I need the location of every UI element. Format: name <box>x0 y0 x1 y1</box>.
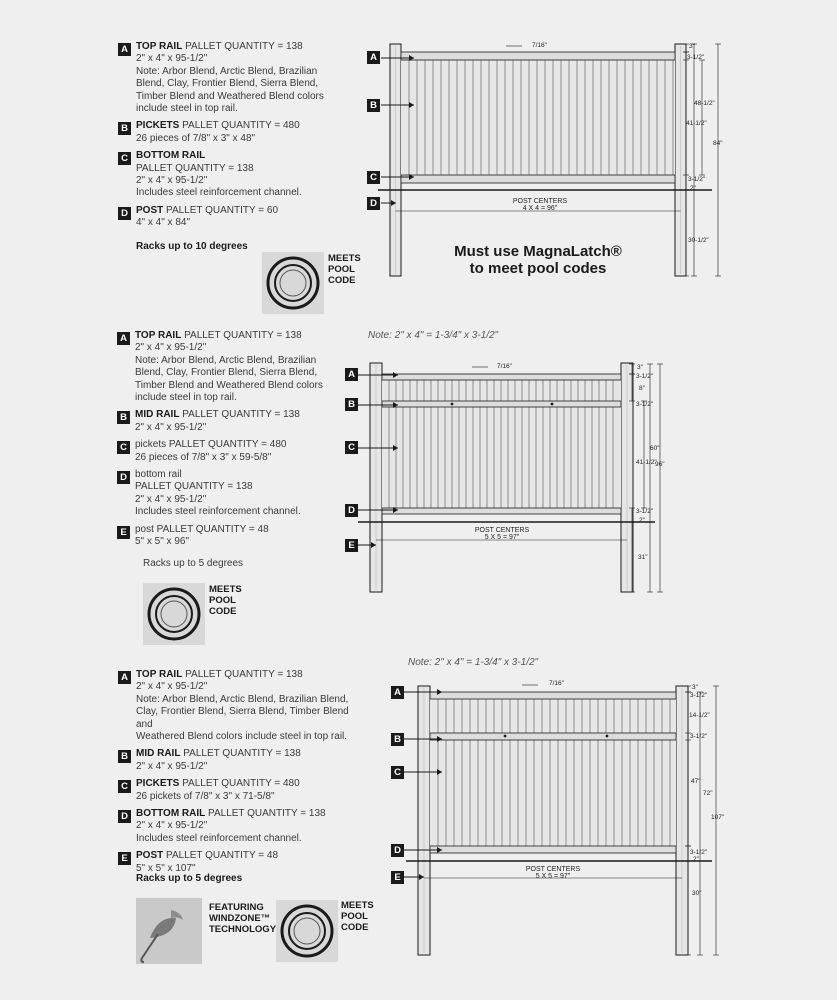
windzone-text: FEATURING WINDZONE™ TECHNOLOGY <box>209 902 277 935</box>
spec-letter-badge: A <box>118 43 131 56</box>
callout-d-2: D <box>345 504 358 517</box>
spec-item-line: Blend, Clay, Frontier Blend, Sierra Blend, <box>136 78 319 90</box>
callout-b-2: B <box>345 398 358 411</box>
spec-letter-badge: C <box>118 152 131 165</box>
spec-letter-badge: A <box>117 332 130 345</box>
dim-top-1: 3" <box>689 43 695 50</box>
spec-letter-badge: D <box>118 207 131 220</box>
dim-below-3: 30" <box>692 890 702 897</box>
spec-item-line: Timber Blend and Weathered Blend colors <box>135 379 323 391</box>
spec-item-line: 2" x 4" x 95-1/2" <box>136 760 208 772</box>
pool-code-text-1: MEETS POOL CODE <box>328 253 361 286</box>
rail-screw <box>551 403 554 406</box>
dim-top-3: 3" <box>692 684 698 691</box>
dim-h47-3: 47" <box>691 778 701 785</box>
spec-item-quantity: PALLET QUANTITY = 138 <box>205 808 326 820</box>
dim-rail-bot-3: 3-1/2" <box>690 849 708 856</box>
lumber-note-2: Note: 2" x 4" = 1-3/4" x 3-1/2" <box>368 330 499 341</box>
magnalatch-notice: Must use MagnaLatch® to meet pool codes <box>454 243 622 277</box>
dim-ground-2: 2" <box>639 517 645 524</box>
spec-item-line: 2" x 4" x 95-1/2" <box>136 681 208 693</box>
spec-letter-badge: E <box>117 526 130 539</box>
spec-letter-badge: A <box>118 671 131 684</box>
dim-mid-3: 14-1/2" <box>689 712 710 719</box>
spec-item-quantity: post PALLET QUANTITY = 48 <box>135 523 269 535</box>
spec-item-line: 2" x 4" x 95-1/2" <box>136 175 208 187</box>
spec-item-line: 5" x 5" x 96" <box>135 536 190 548</box>
spec-item-line: Includes steel reinforcement channel. <box>136 187 302 199</box>
dim-below-1: 30-1/2" <box>688 237 709 244</box>
spec-item-line: Weathered Blend colors include steel in top rail. <box>136 731 348 743</box>
pool-code-text-2: MEETS POOL CODE <box>209 584 242 617</box>
spec-item-quantity: PALLET QUANTITY = 138 <box>182 41 303 52</box>
spec-item-line: include steel in top rail. <box>136 103 238 115</box>
spec-item-line: Includes steel reinforcement channel. <box>135 506 301 518</box>
dim-rail-top-3: 3-1/2" <box>690 692 708 699</box>
callout-e-3: E <box>391 871 404 884</box>
pool-code-text-3: MEETS POOL CODE <box>341 900 374 933</box>
fence-rail <box>430 846 676 853</box>
spec-item-title: POST <box>136 850 164 862</box>
dim-total-2: 96" <box>655 461 665 468</box>
dim-total-1: 84" <box>713 140 723 147</box>
fence-rail <box>401 52 675 60</box>
spec-item-title: TOP RAIL <box>136 669 183 680</box>
callout-c-1: C <box>367 171 380 184</box>
spec-item-line: 26 pieces of 7/8" x 3" x 59-5/8" <box>135 451 272 463</box>
fence-rail <box>382 374 621 380</box>
callout-a-3: A <box>391 686 404 699</box>
callout-d-3: D <box>391 844 404 857</box>
spec-item-title: MID RAIL <box>136 748 181 760</box>
fence-rail <box>382 508 621 514</box>
spec-item-line: Blend, Clay, Frontier Blend, Sierra Blend, <box>135 367 318 379</box>
post-centers-1: POST CENTERS 4 X 4 = 96" <box>512 198 568 212</box>
spec-item-title: PICKETS <box>136 778 180 790</box>
dim-below-2: 31" <box>638 554 648 561</box>
lumber-note-3: Note: 2" x 4" = 1-3/4" x 3-1/2" <box>408 657 539 668</box>
callout-c-2: C <box>345 441 358 454</box>
dim-top-2: 3" <box>637 364 643 371</box>
spec-item-quantity: PALLET QUANTITY = 138 <box>179 409 300 421</box>
spec-item-line: 2" x 4" x 95-1/2" <box>135 342 207 354</box>
spec-item-line: Note: Arbor Blend, Arctic Blend, Brazilian <box>136 65 318 77</box>
fence-rail <box>382 401 621 407</box>
spec-item-quantity: PALLET QUANTITY = 138 <box>182 669 303 680</box>
callout-e-2: E <box>345 539 358 552</box>
callout-d-1: D <box>367 197 380 210</box>
post-centers-3: POST CENTERS 5 X 5 = 97" <box>525 866 581 880</box>
spec-item-line: Clay, Frontier Blend, Sierra Blend, Timber Blend and <box>136 706 349 730</box>
spec-item-title: TOP RAIL <box>135 330 182 341</box>
dim-h72-3: 72" <box>703 790 713 797</box>
callout-a-1: A <box>367 51 380 64</box>
dim-total-3: 107" <box>711 814 725 821</box>
dim-rail-mid-2: 3-1/2" <box>636 401 654 408</box>
spec-letter-badge: C <box>117 441 130 454</box>
spec-letter-badge: D <box>117 471 130 484</box>
post-centers-2: POST CENTERS 5 X 5 = 97" <box>474 527 530 541</box>
spec-item-title: TOP RAIL <box>136 41 183 52</box>
spec-item-title: BOTTOM RAIL <box>136 150 206 162</box>
dim-picket-gap-3: 7/16" <box>549 680 564 687</box>
spec-item-quantity: PALLET QUANTITY = 48 <box>163 850 279 862</box>
dim-h2-1: 41-1/2" <box>686 120 707 127</box>
fence-rail <box>430 733 676 740</box>
spec-item-line: 2" x 4" x 95-1/2" <box>135 421 207 433</box>
callout-a-2: A <box>345 368 358 381</box>
racks-note-3: Racks up to 5 degrees <box>136 873 243 884</box>
rail-screw <box>606 735 609 738</box>
dim-ground-3: 2" <box>693 856 699 863</box>
dim-h41-2: 41-1/2" <box>636 459 657 466</box>
spec-item-quantity: PALLET QUANTITY = 480 <box>179 778 300 790</box>
spec-item-quantity: pickets PALLET QUANTITY = 480 <box>135 439 287 451</box>
spec-item-quantity: PALLET QUANTITY = 60 <box>163 204 279 216</box>
spec-item-quantity: PALLET QUANTITY = 138 <box>181 330 302 341</box>
spec-item-title: BOTTOM RAIL <box>136 808 206 820</box>
dim-h60-2: 60" <box>650 445 660 452</box>
dim-rail-bot-1: 3-1/2" <box>688 176 706 183</box>
picket-panel <box>401 60 675 175</box>
callout-b-1: B <box>367 99 380 112</box>
rail-screw <box>451 403 454 406</box>
racks-note-2: Racks up to 5 degrees <box>143 558 244 569</box>
dim-rail-mid-3: 3-1/2" <box>690 733 708 740</box>
dim-h1-1: 48-1/2" <box>694 100 715 107</box>
spec-item-line: 2" x 4" x 95-1/2" <box>136 53 208 65</box>
spec-item-line: 2" x 4" x 95-1/2" <box>136 820 208 832</box>
spec-item-quantity: PALLET QUANTITY = 480 <box>179 120 300 132</box>
spec-item-line: PALLET QUANTITY = 138 <box>136 162 254 174</box>
spec-letter-badge: E <box>118 852 131 865</box>
spec-item-line: 26 pieces of 7/8" x 3" x 48" <box>136 132 256 144</box>
spec-item-line: 26 pickets of 7/8" x 3" x 71-5/8" <box>136 790 275 802</box>
racks-note-1: Racks up to 10 degrees <box>136 241 248 252</box>
spec-item-line: Note: Arbor Blend, Arctic Blend, Brazilian <box>135 354 317 366</box>
spec-item-title: POST <box>136 204 164 216</box>
fence-rail <box>401 175 675 183</box>
spec-letter-badge: B <box>118 122 131 135</box>
spec-item-line: 5" x 5" x 107" <box>136 862 196 874</box>
dim-rail-bot-2: 3-1/2" <box>636 508 654 515</box>
picket-panel <box>430 699 676 846</box>
fence-rail <box>430 692 676 699</box>
spec-letter-badge: B <box>117 411 130 424</box>
spec-item-quantity: bottom rail <box>135 469 182 481</box>
dim-rail-top-1: 3-1/2" <box>687 54 705 61</box>
spec-item-line: Timber Blend and Weathered Blend colors <box>136 90 324 102</box>
spec-item-line: 4" x 4" x 84" <box>136 217 191 229</box>
dim-mid-2: 8" <box>639 385 645 392</box>
callout-c-3: C <box>391 766 404 779</box>
dim-ground-1: 2" <box>690 185 696 192</box>
spec-item-title: PICKETS <box>136 120 180 132</box>
spec-letter-badge: C <box>118 780 131 793</box>
dim-picket-gap-1: 7/16" <box>532 42 547 49</box>
spec-item-line: Note: Arbor Blend, Arctic Blend, Brazilian Blend, <box>136 693 349 705</box>
spec-item-line: Includes steel reinforcement channel. <box>136 832 302 844</box>
spec-item-quantity: PALLET QUANTITY = 138 <box>180 748 301 760</box>
spec-item-line: PALLET QUANTITY = 138 <box>135 481 253 493</box>
spec-item-title: MID RAIL <box>135 409 180 421</box>
rail-screw <box>504 735 507 738</box>
dim-rail-top-2: 3-1/2" <box>636 373 654 380</box>
spec-letter-badge: B <box>118 750 131 763</box>
spec-item-line: include steel in top rail. <box>135 392 237 404</box>
dim-picket-gap-2: 7/16" <box>497 363 512 370</box>
spec-letter-badge: D <box>118 810 131 823</box>
callout-b-3: B <box>391 733 404 746</box>
spec-item-line: 2" x 4" x 95-1/2" <box>135 493 207 505</box>
